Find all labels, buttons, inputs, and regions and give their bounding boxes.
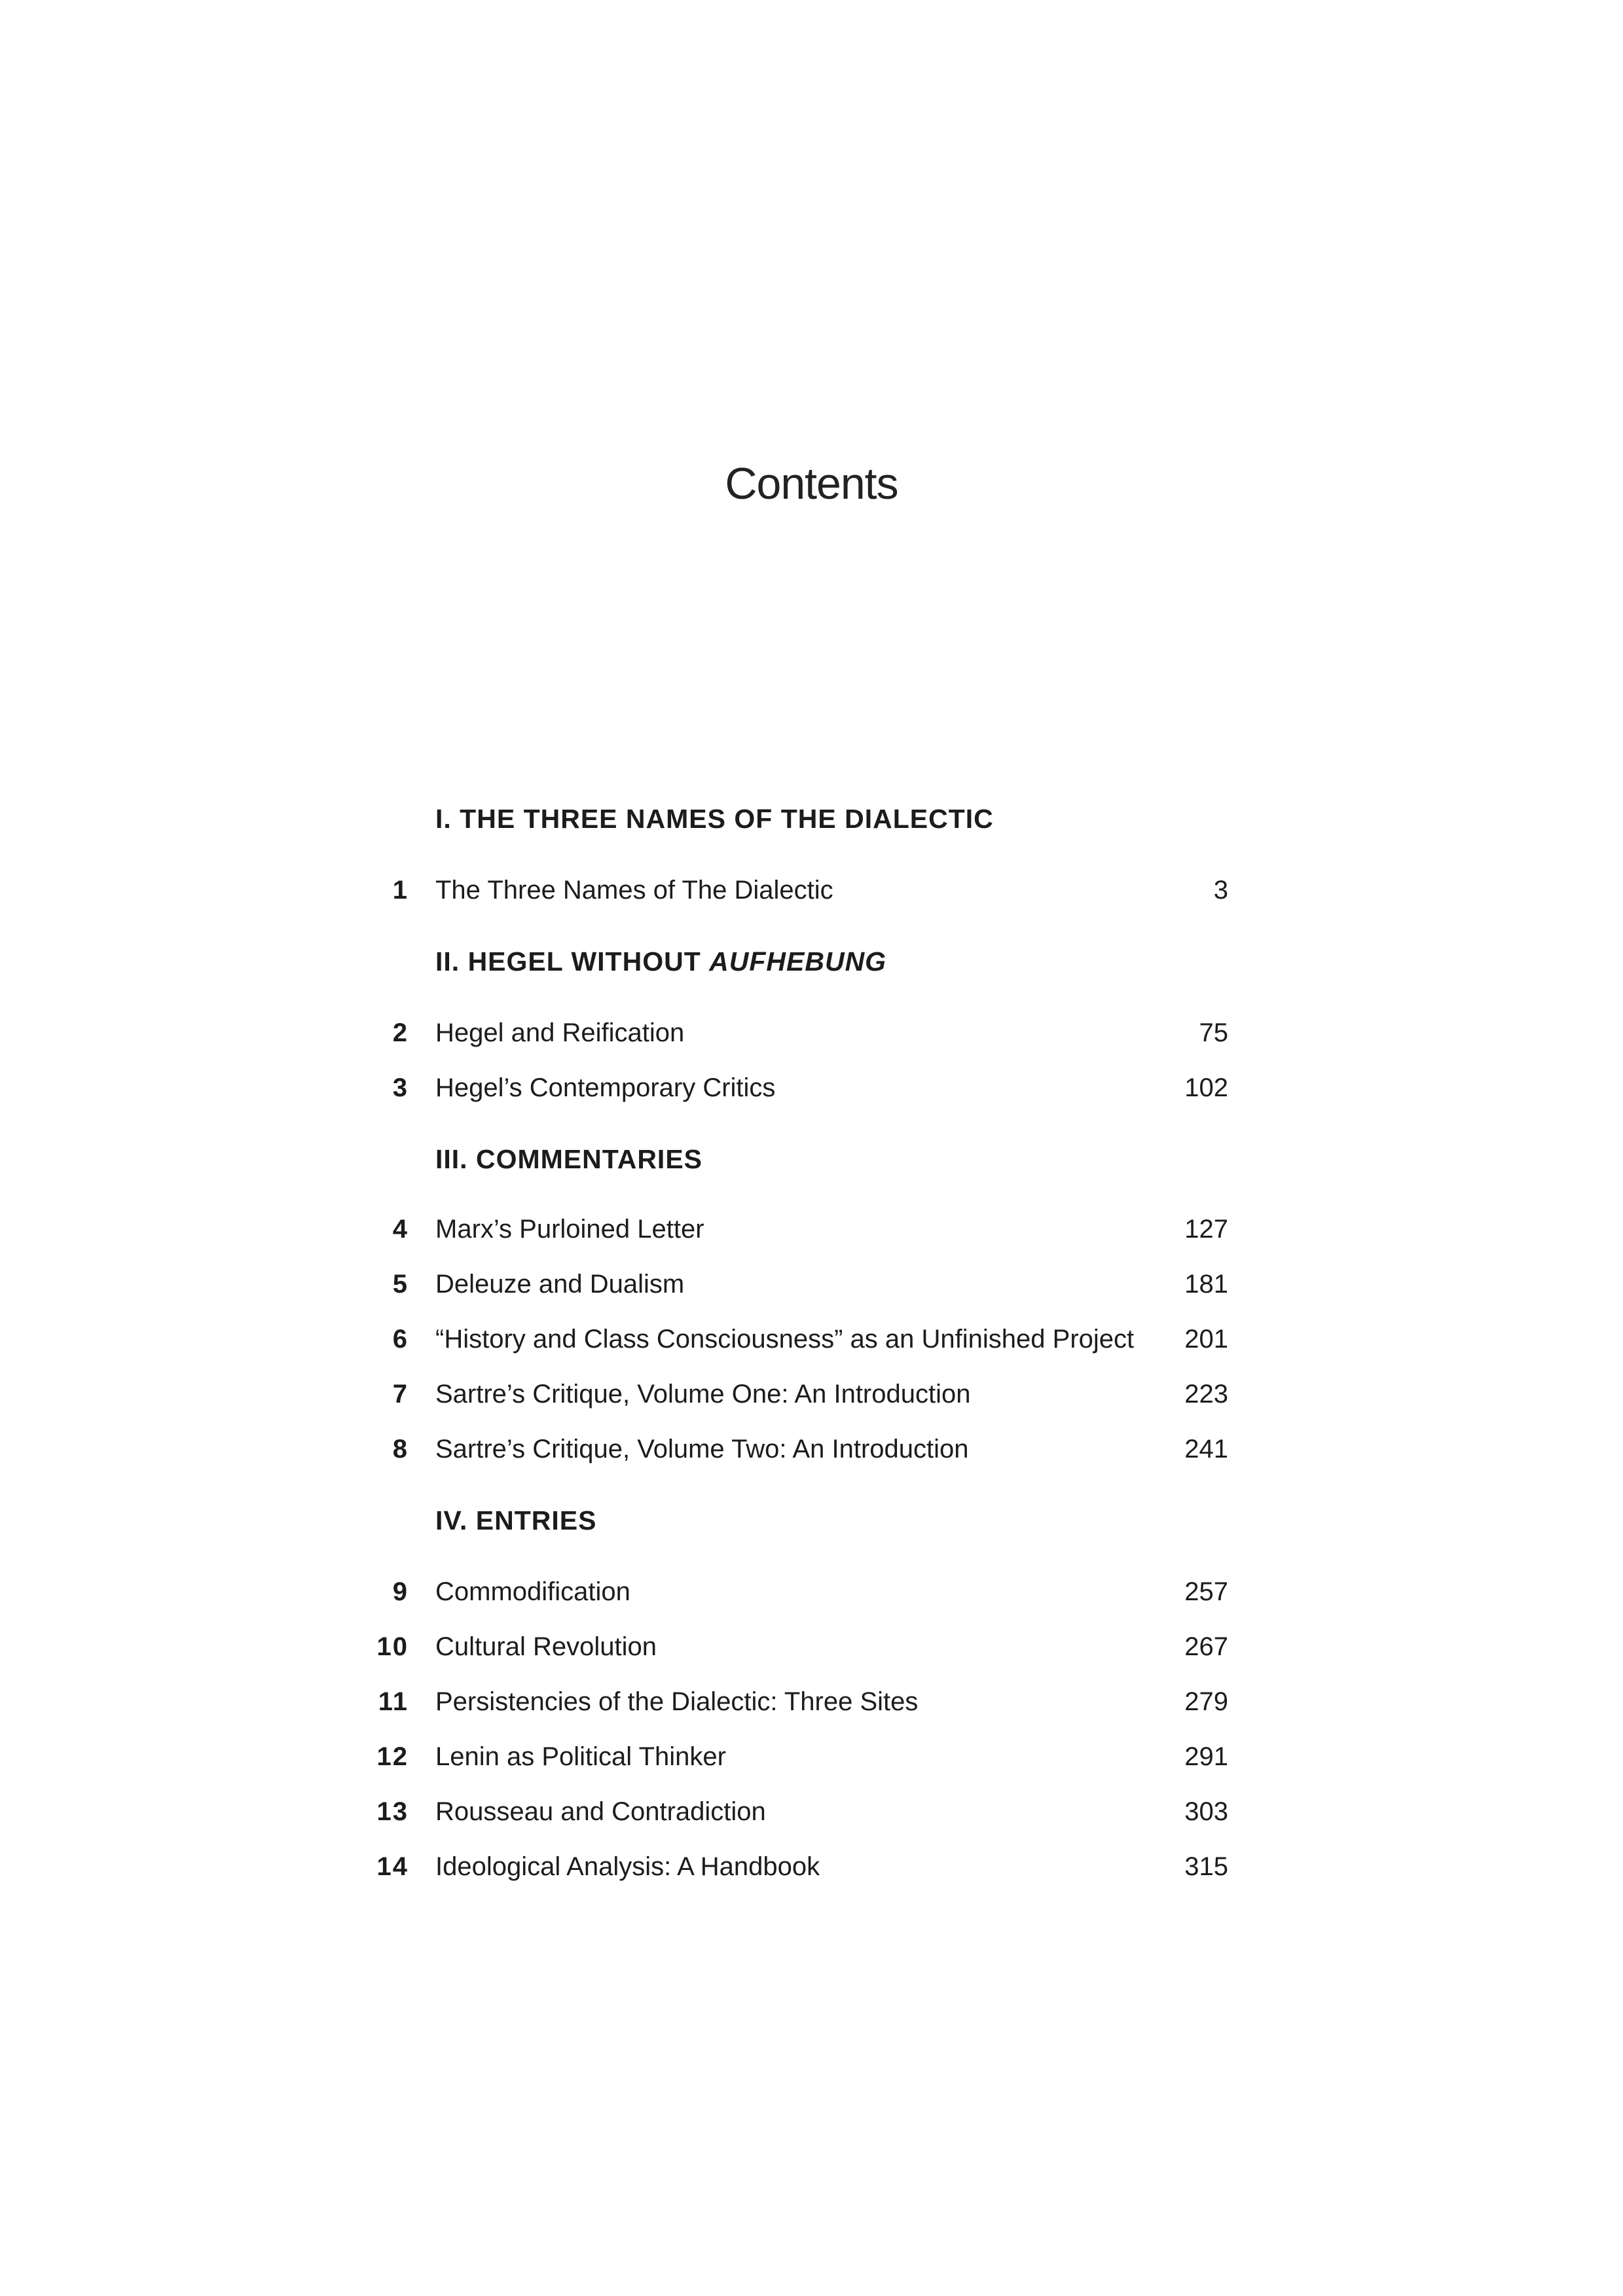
chapter-title: Rousseau and Contradiction <box>435 1797 766 1826</box>
page-number: 257 <box>1184 1577 1228 1606</box>
part-heading <box>435 946 886 977</box>
page-number: 75 <box>1199 1018 1228 1047</box>
part-heading-text: II. HEGEL WITHOUT <box>435 946 710 977</box>
page-number: 102 <box>1184 1073 1228 1102</box>
chapter-title: Sartre’s Critique, Volume One: An Introduction <box>435 1380 971 1408</box>
chapter-title: The Three Names of The Dialectic <box>435 876 833 905</box>
toc-entry[interactable] <box>0 1270 1623 1309</box>
chapter-number: 1 <box>392 876 409 905</box>
part-heading-text: III. COMMENTARIES <box>435 1144 703 1174</box>
page-number: 279 <box>1184 1687 1228 1716</box>
chapter-number: 5 <box>392 1270 409 1299</box>
part-heading-text: I. THE THREE NAMES OF THE DIALECTIC <box>435 804 994 834</box>
page-number: 223 <box>1184 1380 1228 1408</box>
chapter-number: 3 <box>392 1073 409 1102</box>
chapter-number: 4 <box>392 1215 409 1244</box>
chapter-number: 11 <box>378 1687 409 1716</box>
page-number: 267 <box>1184 1632 1228 1661</box>
chapter-number: 10 <box>376 1632 409 1661</box>
page-number: 3 <box>1213 876 1228 905</box>
page-number: 201 <box>1184 1325 1228 1354</box>
chapter-title: Lenin as Political Thinker <box>435 1742 726 1771</box>
page-number: 291 <box>1184 1742 1228 1771</box>
chapter-title: Hegel’s Contemporary Critics <box>435 1073 776 1102</box>
chapter-number: 9 <box>392 1577 409 1606</box>
toc-entry[interactable] <box>0 876 1623 915</box>
toc-entry[interactable] <box>0 1073 1623 1113</box>
toc-entry[interactable] <box>0 1852 1623 1892</box>
chapter-title: Cultural Revolution <box>435 1632 657 1661</box>
page-number: 315 <box>1184 1852 1228 1881</box>
part-heading-italic: AUFHEBUNG <box>709 946 887 977</box>
chapter-title: Commodification <box>435 1577 630 1606</box>
page-number: 241 <box>1184 1435 1228 1463</box>
chapter-title: Hegel and Reification <box>435 1018 685 1047</box>
chapter-title: Deleuze and Dualism <box>435 1270 685 1299</box>
toc-entry[interactable] <box>0 1018 1623 1058</box>
chapter-number: 14 <box>376 1852 409 1881</box>
part-heading <box>435 804 994 834</box>
chapter-title: Ideological Analysis: A Handbook <box>435 1852 820 1881</box>
page-number: 303 <box>1184 1797 1228 1826</box>
toc-entry[interactable] <box>0 1325 1623 1364</box>
page-title: Contents <box>725 459 898 509</box>
part-heading <box>435 1505 596 1536</box>
page-number: 127 <box>1184 1215 1228 1244</box>
chapter-title: “History and Class Consciousness” as an Unfinished Project <box>435 1325 1135 1354</box>
chapter-number: 12 <box>376 1742 409 1771</box>
page-number: 181 <box>1184 1270 1228 1299</box>
chapter-number: 6 <box>392 1325 409 1354</box>
toc-entry[interactable] <box>0 1215 1623 1254</box>
toc-entry[interactable] <box>0 1577 1623 1617</box>
chapter-title: Sartre’s Critique, Volume Two: An Introduction <box>435 1435 969 1463</box>
toc-entry[interactable] <box>0 1797 1623 1837</box>
chapter-number: 8 <box>392 1435 409 1463</box>
toc-entry[interactable] <box>0 1435 1623 1474</box>
chapter-number: 13 <box>376 1797 409 1826</box>
chapter-title: Marx’s Purloined Letter <box>435 1215 704 1244</box>
toc-entry[interactable] <box>0 1687 1623 1727</box>
toc-entry[interactable] <box>0 1742 1623 1782</box>
part-heading-text: IV. ENTRIES <box>435 1505 597 1535</box>
chapter-number: 7 <box>392 1380 409 1408</box>
part-heading <box>435 1144 702 1175</box>
toc-entry[interactable] <box>0 1380 1623 1419</box>
toc-entry[interactable] <box>0 1632 1623 1672</box>
chapter-number: 2 <box>392 1018 409 1047</box>
chapter-title: Persistencies of the Dialectic: Three Sites <box>435 1687 919 1716</box>
